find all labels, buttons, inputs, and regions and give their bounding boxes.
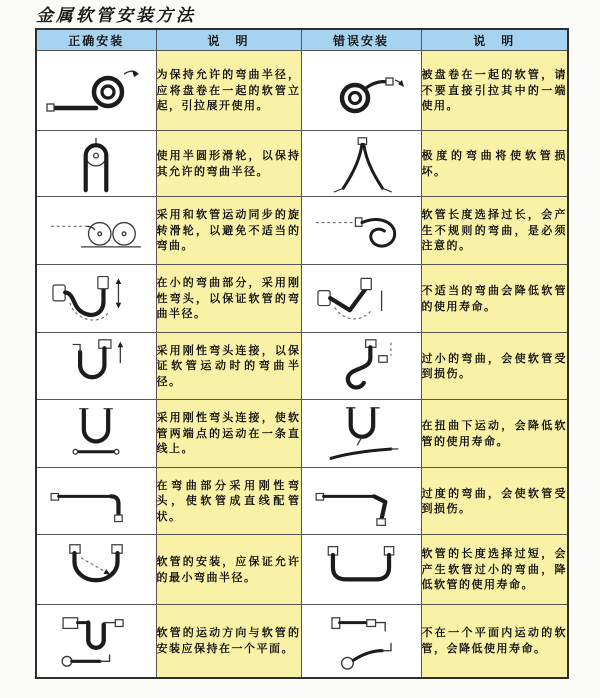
wrong-illustration-cell bbox=[301, 468, 421, 535]
too-short-hose-illustration bbox=[309, 541, 413, 599]
coiled-hose-unrolled-illustration bbox=[44, 60, 148, 122]
header-correct-install: 正确安装 bbox=[36, 29, 156, 51]
improper-bend-illustration bbox=[309, 270, 413, 328]
correct-description: 采用和软管运动同步的旋转滑轮，以避免不适当的弯曲。 bbox=[156, 197, 301, 265]
correct-description: 在小的弯曲部分，采用刚性弯头，以保证软管的弯曲半径。 bbox=[156, 265, 301, 333]
correct-description: 采用刚性弯头连接，以保证软管运动时的弯曲半径。 bbox=[156, 333, 301, 400]
table-row bbox=[36, 197, 568, 265]
table-row bbox=[36, 51, 568, 131]
wrong-description: 在扭曲下运动，会降低软管的使用寿命。 bbox=[421, 400, 568, 468]
wrong-illustration-cell bbox=[301, 400, 421, 468]
wrong-illustration-cell bbox=[301, 131, 421, 197]
table-row bbox=[36, 265, 568, 333]
hose-sharp-kink-illustration bbox=[309, 135, 413, 193]
wrong-description: 不适当的弯曲会降低软管的使用寿命。 bbox=[421, 265, 568, 333]
wrong-description: 被盘卷在一起的软管，请不要直接引拉其中的一端使用。 bbox=[421, 51, 568, 131]
table-row bbox=[36, 333, 568, 400]
header-wrong-install: 错误安装 bbox=[301, 29, 421, 51]
wrong-description: 不在一个平面内运动的软管，会降低使用寿命。 bbox=[421, 605, 568, 678]
coplanar-motion-illustration bbox=[44, 611, 148, 671]
installation-table bbox=[35, 28, 569, 679]
correct-illustration-cell bbox=[36, 197, 156, 265]
inline-motion-u-hose-illustration bbox=[44, 405, 148, 463]
twisted-u-hose-illustration bbox=[309, 405, 413, 463]
hose-over-pulley-illustration bbox=[44, 135, 148, 193]
header-correct-description: 说 明 bbox=[156, 29, 301, 51]
correct-description: 使用半圆形滑轮，以保持其允许的弯曲半径。 bbox=[156, 131, 301, 197]
overbent-elbow-illustration bbox=[309, 472, 413, 530]
table-row bbox=[36, 131, 568, 197]
correct-illustration-cell bbox=[36, 51, 156, 131]
correct-description: 为保持允许的弯曲半径，应将盘卷在一起的软管立起，引拉展开使用。 bbox=[156, 51, 301, 131]
min-bend-radius-u-illustration bbox=[44, 541, 148, 599]
correct-illustration-cell bbox=[36, 605, 156, 678]
hose-excess-loop-illustration bbox=[309, 202, 413, 260]
wrong-illustration-cell bbox=[301, 197, 421, 265]
correct-description: 在弯曲部分采用刚性弯头，使软管成直线配管状。 bbox=[156, 468, 301, 535]
rigid-elbow-small-bend-illustration bbox=[44, 270, 148, 328]
correct-illustration-cell bbox=[36, 400, 156, 468]
wrong-illustration-cell bbox=[301, 265, 421, 333]
wrong-illustration-cell bbox=[301, 605, 421, 678]
wrong-illustration-cell bbox=[301, 51, 421, 131]
wrong-description: 软管的长度选择过短，会产生软管过小的弯曲，降低软管的使用寿命。 bbox=[421, 535, 568, 605]
correct-description: 软管的运动方向与软管的安装应保持在一个平面。 bbox=[156, 605, 301, 678]
synchronized-rollers-illustration bbox=[44, 202, 148, 260]
correct-illustration-cell bbox=[36, 265, 156, 333]
header-row bbox=[36, 29, 568, 51]
straight-piping-elbow-illustration bbox=[44, 472, 148, 530]
wrong-description: 过度的弯曲，会使软管受到损伤。 bbox=[421, 468, 568, 535]
table-row bbox=[36, 400, 568, 468]
wrong-description: 软管长度选择过长，会产生不规则的弯曲，是必须注意的。 bbox=[421, 197, 568, 265]
table-row bbox=[36, 605, 568, 678]
correct-illustration-cell bbox=[36, 468, 156, 535]
table-row bbox=[36, 535, 568, 605]
non-coplanar-motion-illustration bbox=[309, 611, 413, 671]
header-wrong-description: 说 明 bbox=[421, 29, 568, 51]
too-small-bend-illustration bbox=[309, 337, 413, 395]
coiled-hose-pulled-illustration bbox=[309, 60, 413, 122]
correct-illustration-cell bbox=[36, 333, 156, 400]
rigid-elbow-connection-illustration bbox=[44, 337, 148, 395]
page-title: 金属软管安装方法 bbox=[36, 6, 196, 26]
table-row bbox=[36, 468, 568, 535]
wrong-illustration-cell bbox=[301, 535, 421, 605]
wrong-description: 过小的弯曲，会使软管受到损伤。 bbox=[421, 333, 568, 400]
wrong-description: 极度的弯曲将使软管损坏。 bbox=[421, 131, 568, 197]
correct-description: 软管的安装，应保证允许的最小弯曲半径。 bbox=[156, 535, 301, 605]
correct-illustration-cell bbox=[36, 535, 156, 605]
correct-illustration-cell bbox=[36, 131, 156, 197]
wrong-illustration-cell bbox=[301, 333, 421, 400]
correct-description: 采用刚性弯头连接，使软管两端点的运动在一条直线上。 bbox=[156, 400, 301, 468]
